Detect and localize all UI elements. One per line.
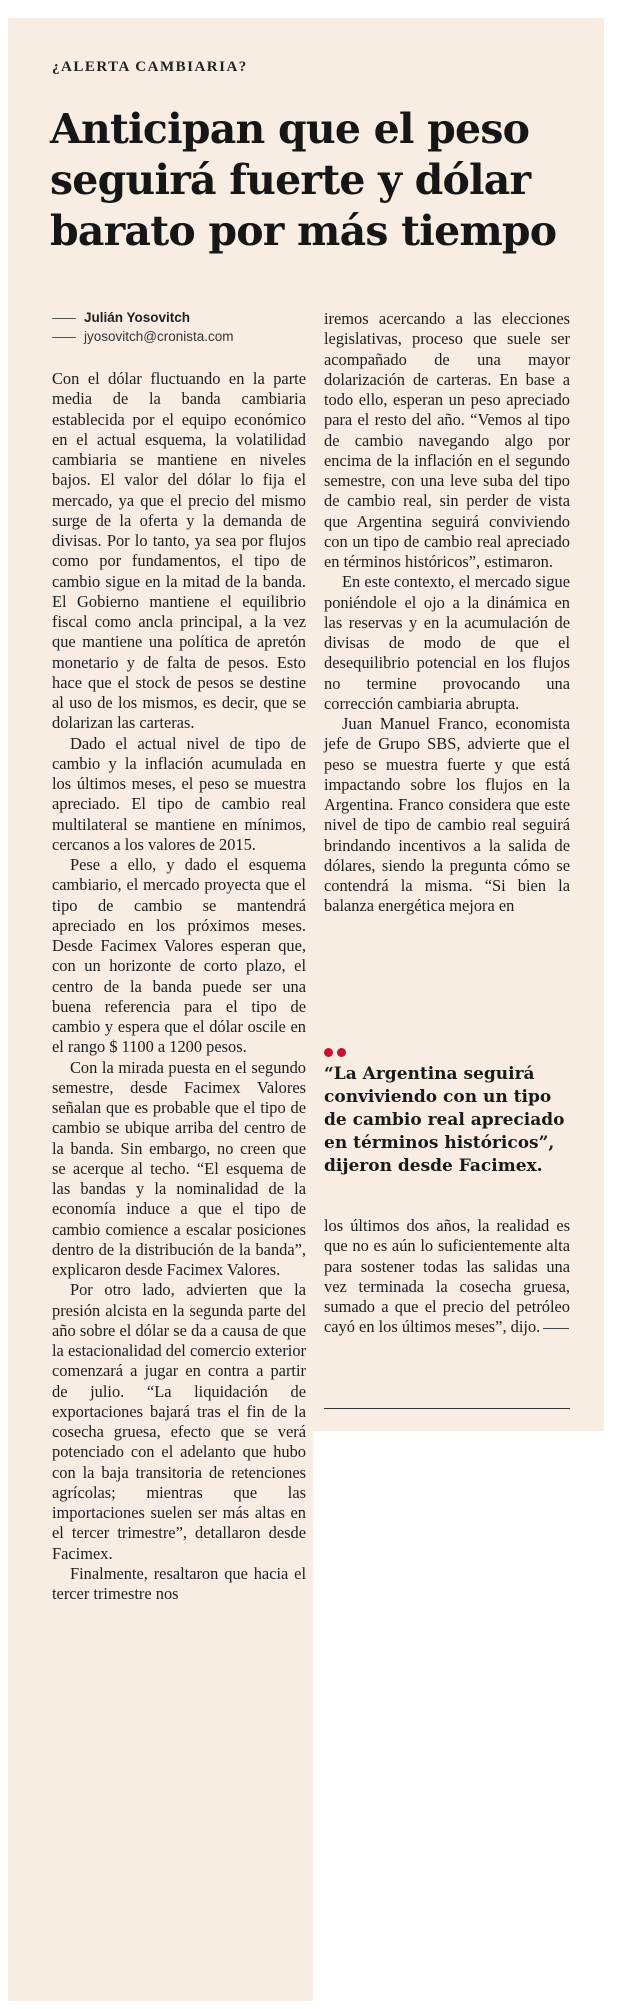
- author-name: Julián Yosovitch: [84, 310, 191, 325]
- red-dot-icon: [324, 1048, 333, 1057]
- paragraph-text: los últimos dos años, la realidad es que no es aún lo suficientemente alta para sostener todas las salidas una vez terminada la cosecha gruesa, sumado a que el precio del petróleo cayó en los últimos meses”, dijo.: [324, 1216, 570, 1337]
- end-rule: [324, 1408, 570, 1409]
- paragraph: Con la mirada puesta en el segundo semestre, desde Facimex Valores señalan que es probable que el tipo de cambio se ubique arriba del centro de la banda. Sin embargo, no creen que se acerque al techo. “El esquema de las bandas y la nominalidad de la economía induce a que el tipo de cambio comience a escalar posiciones dentro de la distribución de la banda”, explicaron desde Facimex Valores.: [52, 1057, 306, 1279]
- paragraph: Por otro lado, advierten que la presión alcista en la segunda parte del año sobre el dólar se da a causa de que la estacionalidad del comercio exterior comenzará a jugar en contra a partir de julio. “La liquidación de exportaciones bajará tras el fin de la cosecha gruesa, efecto que se verá potenciado con el adelanto que hubo con la baja transitoria de retenciones agrícolas; mientras que las importaciones suelen ser más altas en el tercer trimestre”, detallaron desde Facimex.: [52, 1280, 306, 1563]
- byline-rule: [52, 337, 76, 338]
- kicker: ¿ALERTA CAMBIARIA?: [52, 59, 248, 75]
- pull-quote-text: “La Argentina seguirá conviviendo con un tipo de cambio real apreciado en términos históricos”, dijeron desde Facimex.: [324, 1064, 565, 1176]
- column-right: [324, 309, 570, 917]
- paragraph: Con el dólar fluctuando en la parte media de la banda cambiaria establecida por el equipo económico en el actual esquema, la volatilidad cambiaria se mantiene en niveles bajos. El valor del dólar lo fija el mercado, ya que el precio del mismo surge de la oferta y la demanda de divisas. Por lo tanto, ya sea por flujos como por fundamentos, el tipo de cambio sigue en la mitad de la banda. El Gobierno mantiene el equilibrio fiscal como ancla principal, a la vez que mantiene una política de apretón monetario y de falta de pesos. Esto hace que el stock de pesos se destine al uso de los mismos, es decir, que se dolarizan las carteras.: [52, 369, 306, 733]
- byline-email: [52, 328, 312, 345]
- paragraph: Pese a ello, y dado el esquema cambiario, el mercado proyecta que el tipo de cambio se mantendrá apreciado en los próximos meses. Desde Facimex Valores esperan que, con un horizonte de corto plazo, el centro de la banda puede ser una buena referencia para el tipo de cambio y espera que el dólar oscile en el rango $ 1100 a 1200 pesos.: [52, 855, 306, 1057]
- column-right-continuation: [324, 1216, 570, 1338]
- paragraph: [324, 1216, 570, 1338]
- end-mark: [543, 1328, 569, 1329]
- red-dot-icon: [337, 1048, 346, 1057]
- paragraph: En este contexto, el mercado sigue poniéndole el ojo a la dinámica en las reservas y en la acumulación de divisas de modo de que el desequilibrio potencial en los flujos no termine provocando una corrección cambiaria abrupta.: [324, 572, 570, 713]
- headline: Anticipan que el peso seguirá fuerte y dólar barato por más tiempo: [50, 105, 557, 255]
- column-left: [52, 369, 306, 1604]
- pull-quote-dots: [324, 1048, 574, 1057]
- byline-rule: [52, 318, 76, 319]
- byline-author: [52, 309, 312, 326]
- author-email[interactable]: jyosovitch@cronista.com: [84, 329, 234, 344]
- paragraph: iremos acercando a las elecciones legislativas, proceso que suele ser acompañado de una mayor dolarización de carteras. En base a todo ello, esperan un peso apreciado para el resto del año. “Vemos al tipo de cambio navegando algo por encima de la inflación en el segundo semestre, con una leve suba del tipo de cambio real, sin perder de vista que Argentina seguirá conviviendo con un tipo de cambio real apreciado en términos históricos”, estimaron.: [324, 309, 570, 571]
- paragraph: Juan Manuel Franco, economista jefe de Grupo SBS, advierte que el peso se muestra fuerte y que está impactando sobre los flujos en la Argentina. Franco considera que este nivel de tipo de cambio real seguirá brindando incentivos a la salida de dólares, siendo la pregunta cómo se contendrá la misma. “Si bien la balanza energética mejora en: [324, 714, 570, 916]
- paragraph: Dado el actual nivel de tipo de cambio y la inflación acumulada en los últimos meses, el peso se muestra apreciado. El tipo de cambio real multilateral se mantiene en mínimos, cercanos a los valores de 2015.: [52, 733, 306, 854]
- paragraph: Finalmente, resaltaron que hacia el tercer trimestre nos: [52, 1563, 306, 1603]
- pull-quote: [324, 1048, 574, 1178]
